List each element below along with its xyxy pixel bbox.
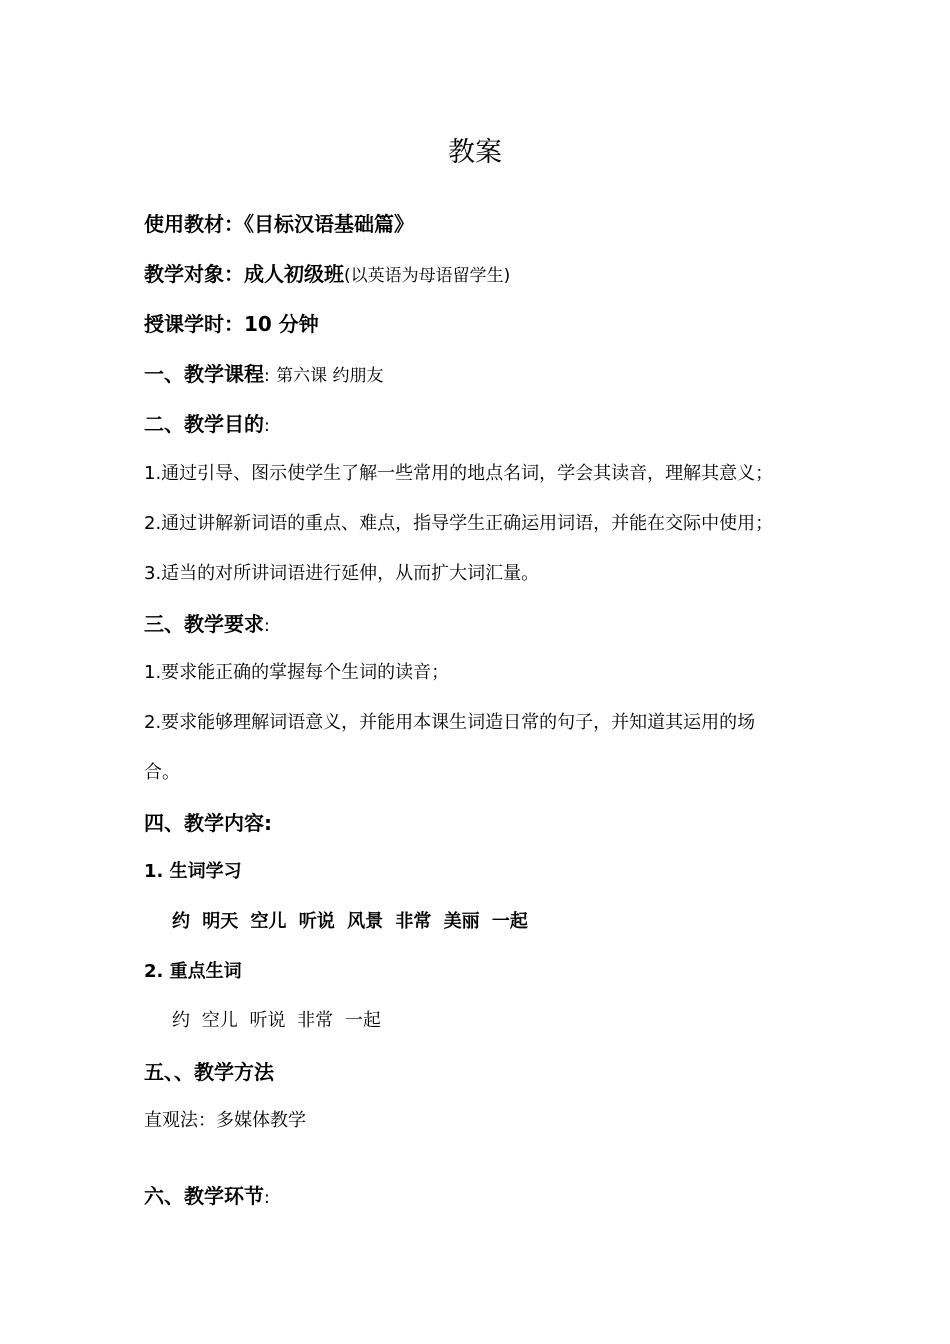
method-text: 直观法：多媒体教学 [144,1110,306,1131]
content-heading: 四、教学内容: [144,811,272,835]
steps-heading [144,1182,270,1212]
key-words: 约 空儿 听说 非常 一起 [172,1010,381,1031]
textbook-value: 《目标汉语基础篇》 [244,212,414,236]
duration-label: 授课学时： [144,312,244,336]
course-value: 第六课 约朋友 [276,366,384,386]
requirements-heading [144,610,270,640]
goal-item: 1.通过引导、图示使学生了解一些常用的地点名词，学会其读音，理解其意义； [144,463,774,484]
course-line [144,360,384,390]
goals-heading [144,410,270,440]
steps-label: 六、教学环节 [144,1184,264,1208]
duration-value: 10 分钟 [244,312,319,336]
target-label: 教学对象： [144,262,244,286]
steps-colon: : [264,1188,270,1208]
target-line [144,260,510,290]
method-heading: 五、、教学方法 [144,1060,274,1084]
course-label: 一、教学课程 [144,362,264,386]
requirement-item: 2.要求能够理解词语意义，并能用本课生词造日常的句子，并知道其运用的场 [144,712,756,733]
requirement-item-continued: 合。 [144,762,180,783]
requirements-colon: : [264,616,270,636]
goals-label: 二、教学目的 [144,412,264,436]
duration-line [144,310,319,338]
goal-item: 3.适当的对所讲词语进行延伸，从而扩大词汇量。 [144,563,540,584]
goal-item: 2.通过讲解新词语的重点、难点，指导学生正确运用词语，并能在交际中使用； [144,513,774,534]
textbook-label: 使用教材： [144,212,244,236]
content-sub1-label: 1. 生词学习 [144,861,242,882]
vocabulary-words: 约 明天 空儿 听说 风景 非常 美丽 一起 [172,911,528,932]
course-colon: : [264,366,270,386]
textbook-line [144,210,414,238]
goals-colon: : [264,416,270,436]
requirement-item: 1.要求能正确的掌握每个生词的读音； [144,662,450,683]
target-value: 成人初级班 [244,262,344,286]
page-title: 教案 [448,137,502,168]
requirements-label: 三、教学要求 [144,612,264,636]
content-sub2-label: 2. 重点生词 [144,961,242,982]
target-note: (以英语为母语留学生) [344,266,511,286]
